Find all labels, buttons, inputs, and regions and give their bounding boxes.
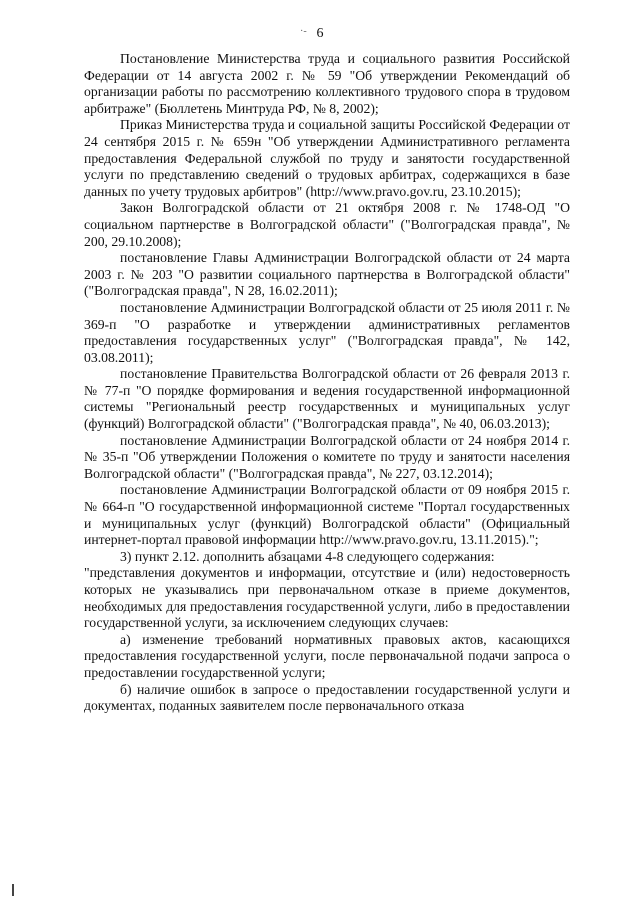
paragraph-resolution-2013: постановление Правительства Волгоградской области от 26 февраля 2013 г. № 77-п "О порядке формирования и ведения государственной информационной системы "Региональный реестр государственных и муниципальных услуг (функций) Волгоградской области" ("Волгоградская правда", № 40, 06.03.2013); (84, 366, 570, 432)
paragraph-resolution-2003: постановление Главы Администрации Волгоградской области от 24 марта 2003 г. № 203 "О развитии социального партнерства в Волгоградской области" ("Волгоградская правда", N 28, 16.02.2011); (84, 250, 570, 299)
paragraph-mintrud-2015: Приказ Министерства труда и социальной защиты Российской Федерации от 24 сентября 2015 г. № 659н "Об утверждении Административного регламента предоставления Федеральной службой по труду и занятости государственной услуги по представлению сведений о трудовых арбитрах, содержащихся в базе данных по учету трудовых арбитров" (http://www.pravo.gov.ru, 23.10.2015); (84, 117, 570, 199)
paragraph-law-2008: Закон Волгоградской области от 21 октября 2008 г. № 1748-ОД "О социальном партнерстве в Волгоградской области" ("Волгоградская правда", № 200, 29.10.2008); (84, 200, 570, 249)
paragraph-resolution-2014: постановление Администрации Волгоградской области от 24 ноября 2014 г. № 35-п "Об утверждении Положения о комитете по труду и занятости населения Волгоградской области" ("Волгоградская правда", № 227, 03.12.2014); (84, 432, 570, 481)
paragraph-quote-start: "представления документов и информации, отсутствие и (или) недостоверность которых не указывались при первоначальном отказе в приеме документов, необходимых для предоставления государственной услуги, либо в предоставлении государственной услуги, за исключением следующих случаев: (84, 565, 570, 631)
scan-artifact: ·- (300, 26, 307, 37)
paragraph-case-a: а) изменение требований нормативных правовых актов, касающихся предоставления государственной услуги, после первоначальной подачи запроса о предоставлении государственной услуги; (84, 631, 570, 680)
paragraph-item-3: 3) пункт 2.12. дополнить абзацами 4-8 следующего содержания: (120, 548, 495, 564)
document-body (84, 51, 570, 715)
paragraph-mintrud-2002: Постановление Министерства труда и социального развития Российской Федерации от 14 августа 2002 г. № 59 "Об утверждении Рекомендаций об организации работы по рассмотрению коллективного трудового спора в трудовом арбитраже" (Бюллетень Минтруда РФ, № 8, 2002); (84, 51, 570, 116)
paragraph-resolution-2011: постановление Администрации Волгоградской области от 25 июля 2011 г. № 369-п "О разработке и утверждении административных регламентов предоставления государственных услуг" ("Волгоградская правда", № 142, 03.08.2011); (84, 299, 570, 365)
paragraph-case-b: б) наличие ошибок в запросе о предоставлении государственной услуги и документах, поданных заявителем после первоначального отказа (84, 681, 570, 714)
scan-edge-mark (12, 884, 14, 896)
page-number: 6 (316, 26, 324, 41)
paragraph-resolution-2015: постановление Администрации Волгоградской области от 09 ноября 2015 г. № 664-п "О государственной информационной системе "Портал государственных и муниципальных услуг (функций) Волгоградской области" (Официальный интернет-портал правовой информации http://www.pravo.gov.ru, 13.11.2015)."; (84, 482, 570, 548)
